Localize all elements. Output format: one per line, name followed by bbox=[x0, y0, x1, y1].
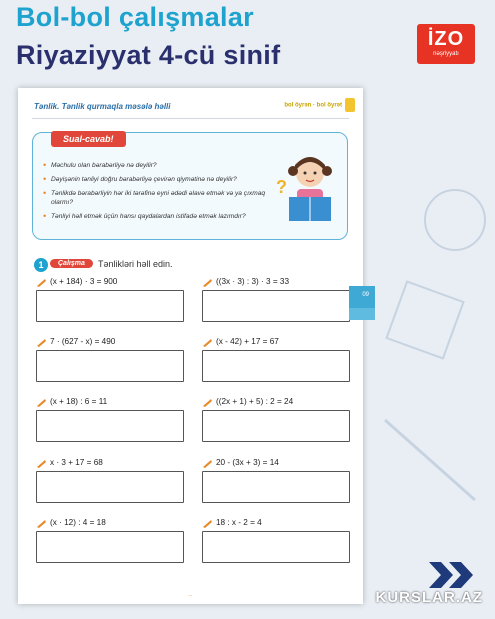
equation: 20 - (3x + 3) = 14 bbox=[216, 458, 279, 467]
pencil-icon bbox=[202, 338, 213, 347]
equation: (x + 18) : 6 = 11 bbox=[50, 397, 108, 406]
side-tab-text: 09 bbox=[362, 292, 369, 298]
side-page-tab bbox=[349, 286, 375, 308]
page-heading: Tənlik. Tənlik qurmaqla məsələ həlli bbox=[34, 102, 171, 111]
answer-box[interactable] bbox=[36, 290, 184, 322]
question-item: • Dəyişənin tənliyi doğru bərabərliyə çevirən qiymətinə nə deyilir? bbox=[43, 175, 283, 184]
equation: ((3x · 3) : 3) · 3 = 33 bbox=[216, 277, 290, 286]
question-item: • Tənlikdə bərabərliyin hər iki tərəfinə eyni ədədi əlavə etmək və ya çıxmaq olarmı? bbox=[43, 189, 283, 207]
problem-item bbox=[36, 518, 186, 563]
problem-item bbox=[202, 518, 352, 563]
watermark: KURSLAR.AZ bbox=[375, 589, 483, 606]
equation: 7 · (627 - x) = 490 bbox=[50, 337, 116, 346]
logo-text: İZO bbox=[427, 28, 465, 50]
header-title-line2: Riyaziyyat 4-cü sinif bbox=[16, 40, 281, 70]
equation: ((2x + 1) + 5) : 2 = 24 bbox=[216, 397, 294, 406]
problem-item bbox=[36, 458, 186, 503]
equation: (x - 42) + 17 = 67 bbox=[216, 337, 279, 346]
problem-item bbox=[202, 397, 352, 442]
question-box-tab: Sual-cavab! bbox=[51, 131, 126, 147]
logo-subtext: nəşriyyatı bbox=[433, 51, 459, 57]
problem-item bbox=[202, 277, 352, 322]
equation: x · 3 + 17 = 68 bbox=[50, 458, 103, 467]
pencil-icon bbox=[36, 459, 47, 468]
answer-box[interactable] bbox=[202, 410, 350, 442]
answer-box[interactable] bbox=[202, 531, 350, 563]
answer-box[interactable] bbox=[36, 350, 184, 382]
page-brand bbox=[284, 98, 355, 112]
pencil-icon bbox=[345, 98, 355, 112]
pencil-icon bbox=[202, 459, 213, 468]
answer-box[interactable] bbox=[202, 290, 350, 322]
answer-box[interactable] bbox=[202, 471, 350, 503]
exercise-tag: Çalışma bbox=[50, 259, 93, 268]
pencil-icon bbox=[36, 519, 47, 528]
pencil-icon bbox=[36, 278, 47, 287]
divider bbox=[32, 118, 349, 119]
exercise-instruction: Tənlikləri həll edin. bbox=[98, 259, 173, 269]
pencil-icon bbox=[36, 338, 47, 347]
workbook-page bbox=[18, 88, 363, 604]
problem-item bbox=[36, 277, 186, 322]
problem-item bbox=[36, 397, 186, 442]
problem-item bbox=[36, 337, 186, 382]
equation: 18 : x - 2 = 4 bbox=[216, 518, 262, 527]
exercise-number: 1 bbox=[34, 258, 48, 272]
header-title-line1: Bol-bol çalışmalar bbox=[16, 2, 254, 32]
pencil-icon bbox=[202, 519, 213, 528]
answer-box[interactable] bbox=[36, 471, 184, 503]
question-box bbox=[32, 132, 348, 240]
equation: (x · 12) : 4 = 18 bbox=[50, 518, 106, 527]
question-mark-icon: ? bbox=[276, 177, 287, 197]
problem-item bbox=[202, 337, 352, 382]
background-decoration bbox=[375, 140, 495, 520]
page-footer: ... bbox=[188, 592, 193, 598]
pencil-icon bbox=[202, 278, 213, 287]
equation: (x + 184) · 3 = 900 bbox=[50, 277, 118, 286]
chevron-right-icon bbox=[427, 560, 481, 590]
answer-box[interactable] bbox=[36, 410, 184, 442]
answer-box[interactable] bbox=[202, 350, 350, 382]
girl-reading-illustration bbox=[283, 151, 337, 237]
pencil-icon bbox=[202, 398, 213, 407]
page-brand-text: bol öyrən · bol öyrət bbox=[284, 102, 342, 109]
question-item: • Tənliyi həll etmək üçün hansı qaydalardan istifadə etmək lazımdır? bbox=[43, 212, 283, 221]
side-tab-strip bbox=[349, 308, 375, 320]
publisher-logo bbox=[417, 24, 475, 64]
answer-box[interactable] bbox=[36, 531, 184, 563]
question-item: • Məchulu olan bərabərliyə nə deyilir? bbox=[43, 161, 283, 170]
problem-item bbox=[202, 458, 352, 503]
pencil-icon bbox=[36, 398, 47, 407]
question-list bbox=[43, 161, 283, 226]
